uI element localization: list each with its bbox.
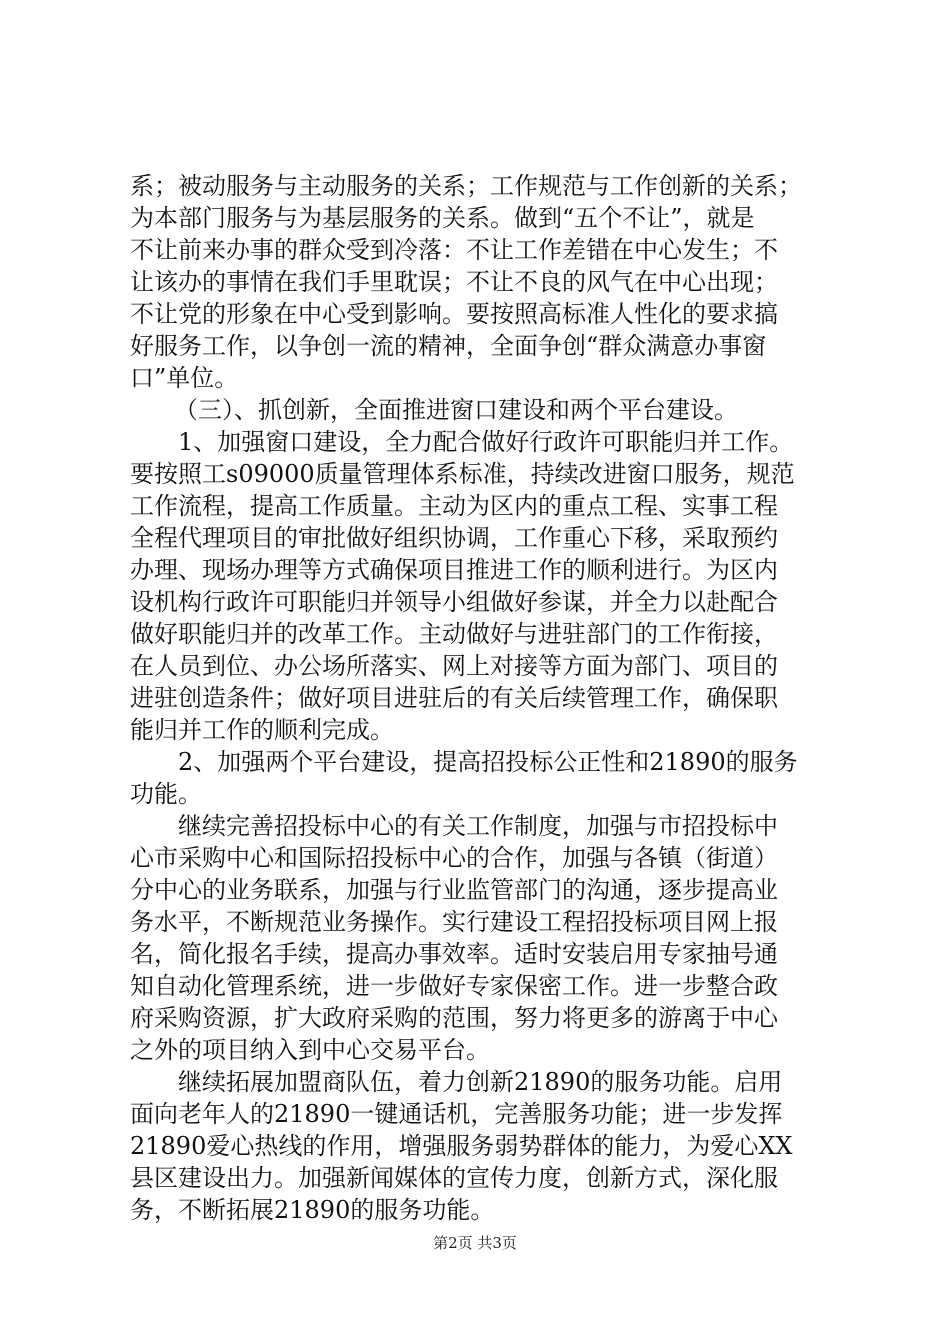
text-line: 口”单位。 <box>130 364 239 392</box>
text-line: 面向老年人的21890一键通话机，完善服务功能；进一步发挥 <box>130 1100 783 1128</box>
text-line: 全程代理项目的审批做好组织协调，工作重心下移，采取预约 <box>130 524 778 552</box>
text-line: 21890爱心热线的作用，增强服务弱势群体的能力，为爱心XX <box>130 1132 793 1160</box>
text-line: 为本部门服务与为基层服务的关系。做到“五个不让”，就是 <box>130 204 755 232</box>
text-line: 办理、现场办理等方式确保项目推进工作的顺利进行。为区内 <box>130 556 778 584</box>
subsection-heading: 1、加强窗口建设，全力配合做好行政许可职能归并工作。 <box>178 428 794 456</box>
text-line: 能归并工作的顺利完成。 <box>130 716 394 744</box>
text-line: 名，简化报名手续，提高办事效率。适时安装启用专家抽号通 <box>130 940 778 968</box>
paragraph-start: 继续拓展加盟商队伍，着力创新21890的服务功能。启用 <box>178 1068 783 1096</box>
subsection-heading: 2、加强两个平台建设，提高招投标公正性和21890的服务 <box>178 748 798 776</box>
text-line: 在人员到位、办公场所落实、网上对接等方面为部门、项目的 <box>130 652 778 680</box>
text-line: 县区建设出力。加强新闻媒体的宣传力度，创新方式，深化服 <box>130 1164 778 1192</box>
text-line: 心市采购中心和国际招投标中心的合作，加强与各镇（街道） <box>130 844 778 872</box>
page-footer <box>0 1233 950 1253</box>
text-line: 不让前来办事的群众受到冷落：不让工作差错在中心发生；不 <box>130 236 778 264</box>
text-line: 分中心的业务联系，加强与行业监管部门的沟通，逐步提高业 <box>130 876 778 904</box>
text-line: 设机构行政许可职能归并领导小组做好参谋，并全力以赴配合 <box>130 588 778 616</box>
text-line: 不让党的形象在中心受到影响。要按照高标准人性化的要求搞 <box>130 300 778 328</box>
text-line: 之外的项目纳入到中心交易平台。 <box>130 1036 490 1064</box>
section-heading: （三）、抓创新，全面推进窗口建设和两个平台建设。 <box>174 396 738 424</box>
page-number-label: 第2页 共3页 <box>433 1234 517 1252</box>
text-line: 进驻创造条件；做好项目进驻后的有关后续管理工作，确保职 <box>130 684 778 712</box>
text-line: 功能。 <box>130 780 202 808</box>
text-line: 府采购资源，扩大政府采购的范围，努力将更多的游离于中心 <box>130 1004 778 1032</box>
text-line: 知自动化管理系统，进一步做好专家保密工作。进一步整合政 <box>130 972 778 1000</box>
text-line: 要按照工s09000质量管理体系标准，持续改进窗口服务，规范 <box>130 460 795 488</box>
text-line: 让该办的事情在我们手里耽误；不让不良的风气在中心出现； <box>130 268 778 296</box>
text-line: 系；被动服务与主动服务的关系；工作规范与工作创新的关系； <box>130 172 802 200</box>
body-text <box>130 170 830 1226</box>
text-line: 好服务工作，以争创一流的精神，全面争创“群众满意办事窗 <box>130 332 767 360</box>
paragraph-start: 继续完善招投标中心的有关工作制度，加强与市招投标中 <box>178 812 778 840</box>
text-line: 务水平，不断规范业务操作。实行建设工程招投标项目网上报 <box>130 908 778 936</box>
text-line: 做好职能归并的改革工作。主动做好与进驻部门的工作衔接， <box>130 620 778 648</box>
text-line: 工作流程，提高工作质量。主动为区内的重点工程、实事工程 <box>130 492 778 520</box>
text-line: 务，不断拓展21890的服务功能。 <box>130 1196 495 1224</box>
